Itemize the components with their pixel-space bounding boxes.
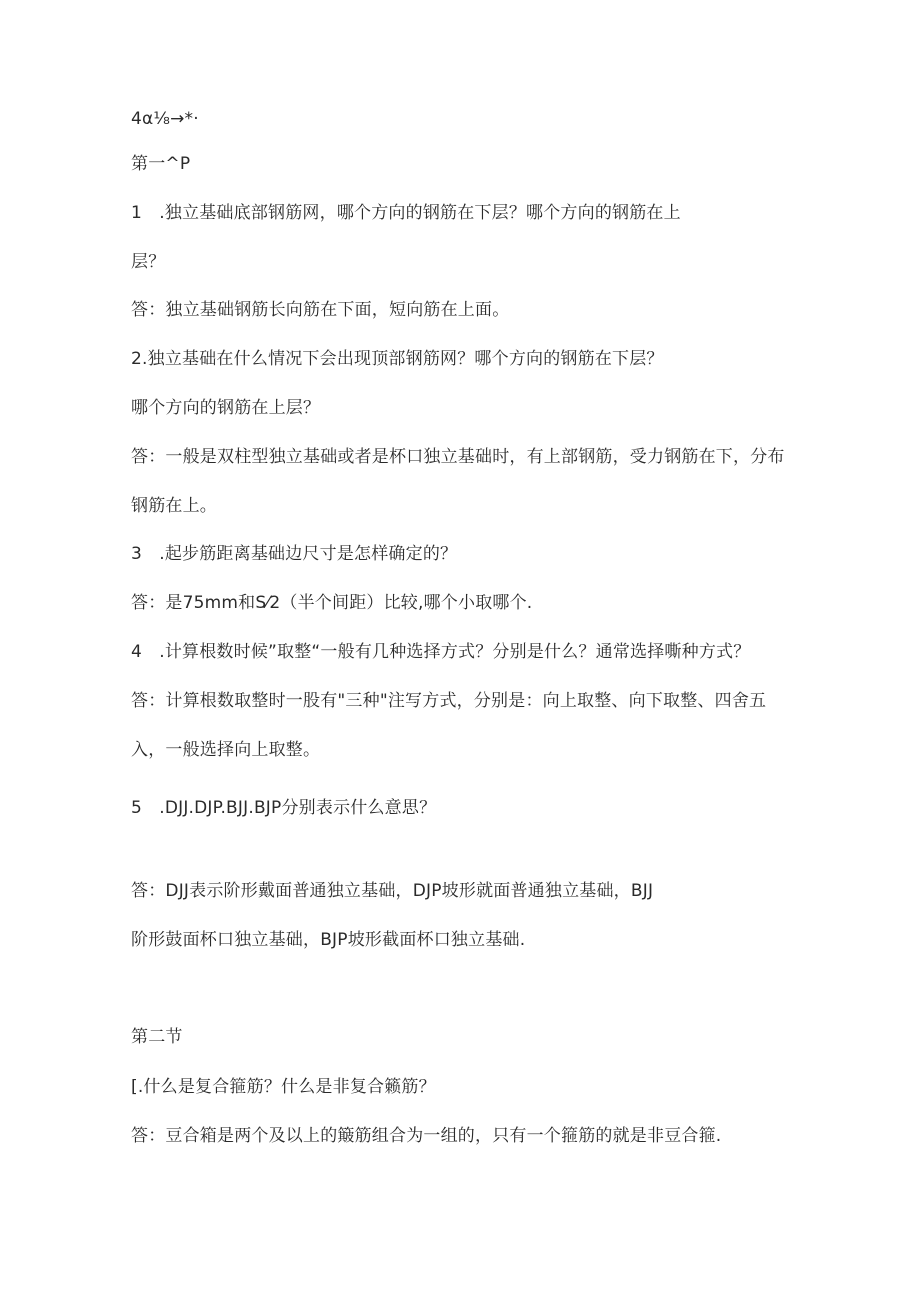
question-6: [.什么是复合箍筋？什么是非复合籁筋？ — [131, 1077, 436, 1097]
answer-4: 答：计算根数取整时一股有"三种"注写方式，分别是：向上取整、向下取整、四舍五 — [131, 691, 767, 711]
question-1: 1 .独立基础底部钢筋网，哪个方向的钢筋在下层？哪个方向的钢筋在上 — [131, 203, 681, 223]
question-2-cont: 哪个方向的钢筋在上层？ — [131, 398, 321, 418]
answer-1: 答：独立基础钢筋长向筋在下面，短向筋在上面。 — [131, 300, 510, 320]
answer-3: 答：是75mm和S⁄2（半个间距）比较,哪个小取哪个. — [131, 593, 533, 613]
section-title-1: 第一^P — [131, 154, 191, 174]
answer-2-cont: 钢筋在上。 — [131, 496, 217, 516]
question-3: 3 .起步筋距离基础边尺寸是怎样确定的？ — [131, 544, 458, 564]
question-4: 4 .计算根数时候”取整“一般有几种选择方式？分别是什么？通常选择嘶种方式？ — [131, 642, 751, 662]
answer-5: 答：DJJ表示阶形戴面普通独立基础，DJP坡形就面普通独立基础，BJJ — [131, 881, 654, 901]
header-mark: 4α⅛→*· — [131, 109, 199, 129]
answer-4-cont: 入，一般选择向上取整。 — [131, 740, 321, 760]
answer-2: 答：一般是双柱型独立基础或者是杯口独立基础时，有上部钢筋，受力钢筋在下，分布 — [131, 447, 785, 467]
answer-5-cont: 阶形鼓面杯口独立基础，BJP坡形截面杯口独立基础. — [131, 930, 526, 950]
question-1-cont: 层？ — [131, 252, 166, 272]
answer-6: 答：豆合箱是两个及以上的簸筋组合为一组的，只有一个箍筋的就是非豆合箍. — [131, 1126, 722, 1146]
question-2: 2.独立基础在什么情况下会出现顶部钢筋网？哪个方向的钢筋在下层？ — [131, 349, 664, 369]
question-5: 5 .DJJ.DJP.BJJ.BJP分别表示什么意思？ — [131, 798, 437, 818]
section-title-2: 第二节 — [131, 1027, 183, 1047]
